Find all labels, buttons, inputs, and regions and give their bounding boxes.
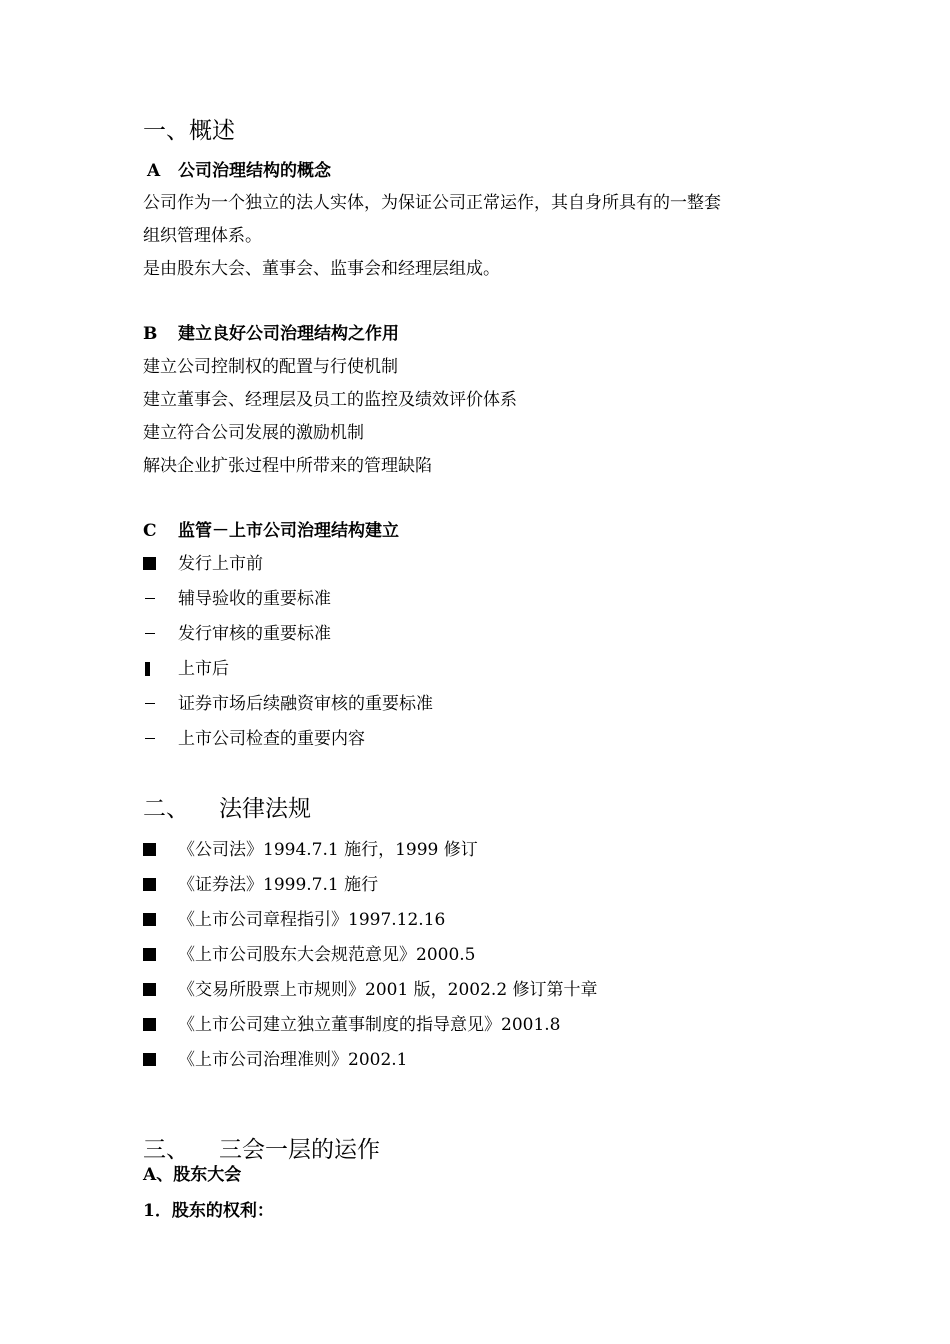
list-item <box>143 912 445 929</box>
square-bullet-icon <box>143 913 156 926</box>
list-item-text: 《上市公司治理准则》2002.1 <box>178 1050 408 1070</box>
list-item-text: 《上市公司股东大会规范意见》2000.5 <box>178 945 476 965</box>
square-bullet-icon <box>143 843 156 856</box>
list-item-text: 《交易所股票上市规则》2001 版，2002.2 修订第十章 <box>178 980 598 1000</box>
list-item-text: 《证券法》1999.7.1 施行 <box>178 875 379 895</box>
list-item-text: 《公司法》1994.7.1 施行，1999 修订 <box>178 840 478 860</box>
section-1-heading: 一、概述 <box>143 118 235 144</box>
list-item <box>143 696 433 713</box>
subsection-b-title: 建立良好公司治理结构之作用 <box>178 324 399 344</box>
paragraph-line: 是由股东大会、董事会、监事会和经理层组成。 <box>143 259 500 279</box>
list-item <box>143 661 229 678</box>
square-bullet-icon <box>143 878 156 891</box>
subsection-c-marker: C <box>143 521 157 541</box>
square-bullet-icon <box>143 983 156 996</box>
bar-bullet-icon <box>145 662 150 676</box>
paragraph-line: 解决企业扩张过程中所带来的管理缺陷 <box>143 456 432 476</box>
section-3-heading <box>143 1139 380 1162</box>
list-item-text: 证券市场后续融资审核的重要标准 <box>178 694 433 714</box>
list-item-text: 上市后 <box>178 659 229 679</box>
list-item <box>143 842 478 859</box>
list-item-text: 发行上市前 <box>178 554 263 574</box>
numbered-heading: 1．股东的权利： <box>143 1201 274 1221</box>
dash-bullet-icon <box>145 738 155 740</box>
list-item-text: 辅导验收的重要标准 <box>178 589 331 609</box>
list-item-text: 《上市公司建立独立董事制度的指导意见》2001.8 <box>178 1015 561 1035</box>
list-item <box>143 1052 407 1069</box>
list-item-text: 发行审核的重要标准 <box>178 624 331 644</box>
section-2-heading <box>143 798 311 821</box>
section-3-title: 三会一层的运作 <box>219 1137 380 1163</box>
list-item <box>143 731 365 748</box>
square-bullet-icon <box>143 948 156 961</box>
list-item <box>143 591 331 608</box>
section-2-title: 法律法规 <box>219 796 311 822</box>
square-bullet-icon <box>143 557 156 570</box>
list-item <box>143 1017 560 1034</box>
dash-bullet-icon <box>145 703 155 705</box>
paragraph-line: 建立董事会、经理层及员工的监控及绩效评价体系 <box>143 390 517 410</box>
list-item <box>143 556 263 573</box>
subsection-a-marker: A <box>147 161 161 181</box>
section-3-number: 三、 <box>143 1137 189 1163</box>
list-item <box>143 947 475 964</box>
square-bullet-icon <box>143 1053 156 1066</box>
list-item <box>143 877 378 894</box>
paragraph-line: 公司作为一个独立的法人实体，为保证公司正常运作，其自身所具有的一整套 <box>143 193 721 213</box>
subsection-heading: A、股东大会 <box>143 1165 242 1185</box>
subsection-a-title: 公司治理结构的概念 <box>178 161 331 181</box>
subsection-c-title: 监管－上市公司治理结构建立 <box>178 521 399 541</box>
dash-bullet-icon <box>145 598 155 600</box>
list-item <box>143 626 331 643</box>
subsection-b-marker: B <box>143 324 158 344</box>
square-bullet-icon <box>143 1018 156 1031</box>
paragraph-line: 组织管理体系。 <box>143 226 262 246</box>
list-item <box>143 982 598 999</box>
dash-bullet-icon <box>145 633 155 635</box>
list-item-text: 上市公司检查的重要内容 <box>178 729 365 749</box>
section-2-number: 二、 <box>143 796 189 822</box>
paragraph-line: 建立符合公司发展的激励机制 <box>143 423 364 443</box>
paragraph-line: 建立公司控制权的配置与行使机制 <box>143 357 398 377</box>
list-item-text: 《上市公司章程指引》1997.12.16 <box>178 910 446 930</box>
